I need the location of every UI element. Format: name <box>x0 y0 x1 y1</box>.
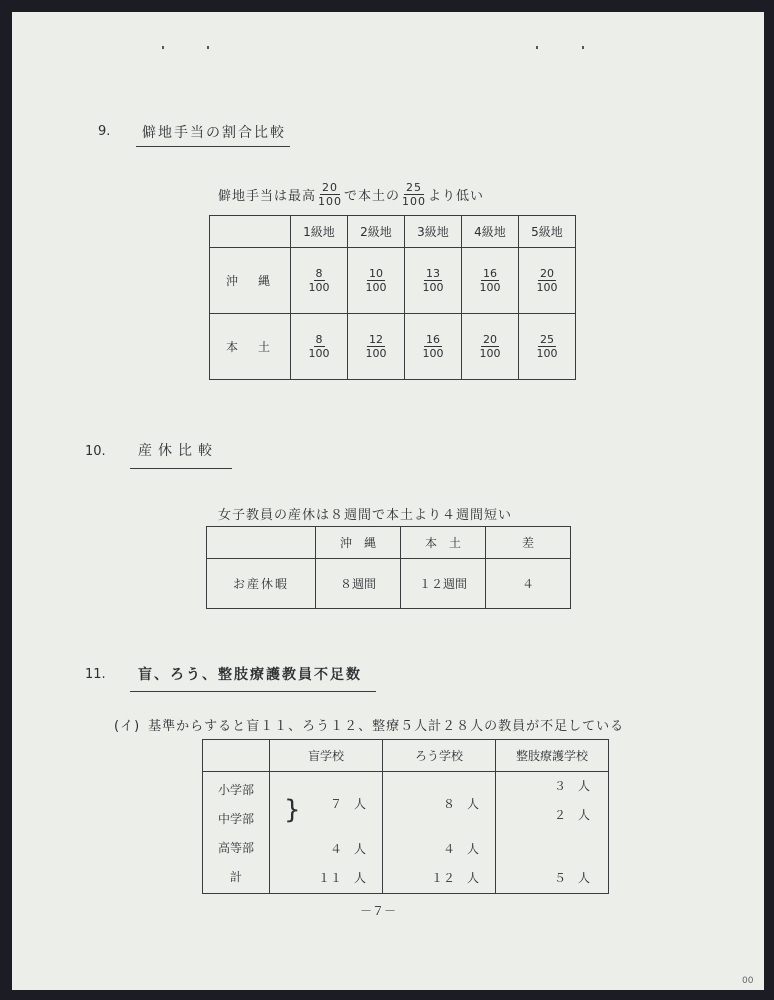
grade-header: 5級地 <box>519 216 576 248</box>
deaf-total: １２ 人 <box>430 871 479 885</box>
row-label-high-school: 高等部 <box>217 841 254 855</box>
deaf-high: ４ 人 <box>442 842 479 856</box>
col-header-blind-school: 盲学校 <box>270 740 383 772</box>
blind-school-cell <box>270 772 383 894</box>
weeks-difference: ４ <box>486 559 571 609</box>
section-9-number: 9. <box>98 124 111 139</box>
row-label-maternity: お産休暇 <box>207 559 316 609</box>
sentence-post: より低い <box>428 188 485 204</box>
deaf-elem-junior: ８ 人 <box>442 797 479 811</box>
fraction-cell: $\frac{10}{100}$ <box>348 248 405 314</box>
row-label-mainland: 本 土 <box>210 314 291 380</box>
fraction-cell: $\frac{25}{100}$ <box>519 314 576 380</box>
maternity-leave-table <box>206 526 571 609</box>
fraction-cell: $\frac{16}{100}$ <box>462 248 519 314</box>
fraction-cell: $\frac{20}{100}$ <box>519 248 576 314</box>
blind-total: １１ 人 <box>317 871 366 885</box>
row-label-okinawa: 沖 縄 <box>210 248 291 314</box>
item-marker: (イ) <box>114 719 141 734</box>
row-label-elementary: 小学部 <box>217 783 254 797</box>
orth-high <box>496 830 590 864</box>
fraction-cell: $\frac{20}{100}$ <box>462 314 519 380</box>
section-10-title: 産休比較 <box>130 440 232 469</box>
weeks-okinawa: ８週間 <box>316 559 401 609</box>
sentence-pre: 僻地手当は最高 <box>218 188 317 204</box>
sentence-mid: で本土の <box>344 188 401 204</box>
section-11-title: 盲、ろう、整肢療護教員不足数 <box>130 664 376 692</box>
brace-symbol: } <box>284 795 301 825</box>
col-header-orthopedic-school: 整肢療護学校 <box>496 740 609 772</box>
scan-mark <box>162 46 164 49</box>
row-labels <box>203 772 270 894</box>
orth-elementary: ３ 人 <box>553 779 590 793</box>
shortage-sentence: 基準からすると盲１１、ろう１２、整療５人計２８人の教員が不足している <box>148 719 625 734</box>
scan-mark <box>536 46 538 49</box>
fraction-max: $\frac{20}{100}$ <box>318 180 343 208</box>
blind-high: ４ 人 <box>329 842 366 856</box>
deaf-school-cell <box>383 772 496 894</box>
fraction-cell: $\frac{8}{100}$ <box>291 248 348 314</box>
scan-mark <box>582 46 584 49</box>
col-header-difference: 差 <box>486 527 571 559</box>
corner-cell <box>207 527 316 559</box>
grade-header: 4級地 <box>462 216 519 248</box>
fraction-cell: $\frac{16}{100}$ <box>405 314 462 380</box>
col-header-mainland: 本 土 <box>401 527 486 559</box>
fraction-mainland: $\frac{25}{100}$ <box>402 180 427 208</box>
grade-header: 1級地 <box>291 216 348 248</box>
weeks-mainland: １２週間 <box>401 559 486 609</box>
blind-elem-junior: ７ 人 <box>329 797 366 811</box>
grade-header: 3級地 <box>405 216 462 248</box>
col-header-okinawa: 沖 縄 <box>316 527 401 559</box>
orth-junior-high: ２ 人 <box>553 808 590 822</box>
scan-mark <box>207 46 209 49</box>
section-9-sentence <box>218 176 484 212</box>
section-11-sentence <box>114 715 624 734</box>
section-9-title: 僻地手当の割合比較 <box>136 122 290 147</box>
fraction-cell: $\frac{8}{100}$ <box>291 314 348 380</box>
orth-total: ５ 人 <box>553 871 590 885</box>
remote-allowance-table <box>209 215 576 380</box>
grade-header: 2級地 <box>348 216 405 248</box>
corner-mark: 00 <box>742 976 754 986</box>
section-11-number: 11. <box>85 667 106 682</box>
row-label-junior-high: 中学部 <box>217 812 254 826</box>
row-label-total: 計 <box>229 870 242 884</box>
teacher-shortage-table <box>202 739 609 894</box>
document-page <box>12 12 764 990</box>
section-10-number: 10. <box>85 444 106 459</box>
corner-cell <box>203 740 270 772</box>
page-number: －７－ <box>360 904 397 918</box>
col-header-deaf-school: ろう学校 <box>383 740 496 772</box>
fraction-cell: $\frac{13}{100}$ <box>405 248 462 314</box>
section-10-sentence: 女子教員の産休は８週間で本土より４週間短い <box>218 508 513 523</box>
orthopedic-school-cell <box>496 772 609 894</box>
corner-cell <box>210 216 291 248</box>
fraction-cell: $\frac{12}{100}$ <box>348 314 405 380</box>
